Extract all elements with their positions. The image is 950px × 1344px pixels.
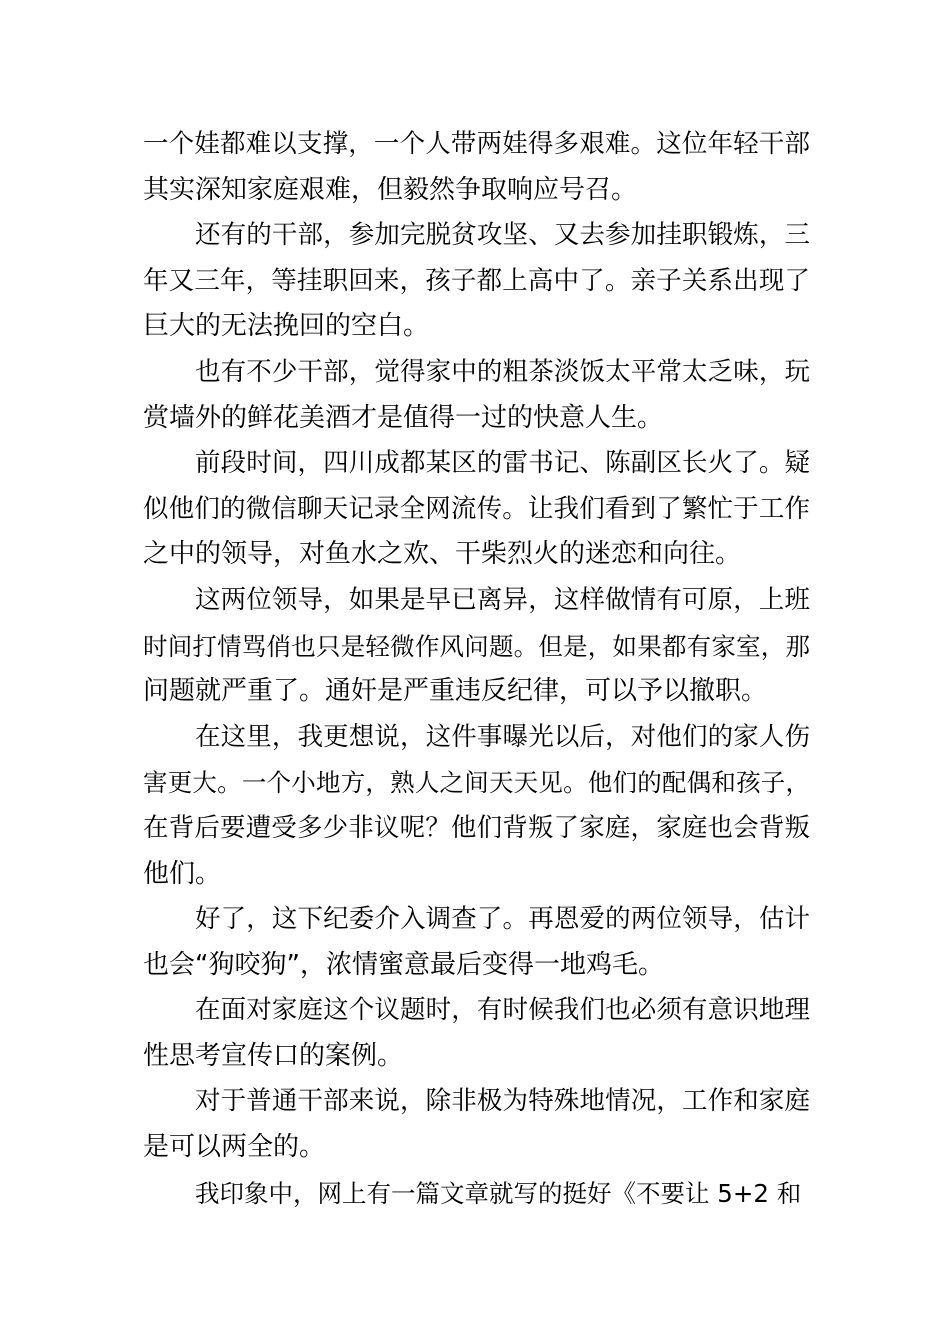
paragraph-line: 似他们的微信聊天记录全网流传。让我们看到了繁忙于工作 (143, 493, 810, 524)
paragraph (143, 213, 810, 350)
paragraph-line: 是可以两全的。 (143, 1132, 326, 1163)
paragraph (143, 578, 810, 715)
paragraph-line: 在面对家庭这个议题时，有时候我们也必须有意识地理 (195, 995, 810, 1026)
paragraph-line: 其实深知家庭艰难，但毅然争取响应号召。 (143, 174, 638, 205)
paragraph-line: 之中的领导，对鱼水之欢、干柴烈火的迷恋和向往。 (143, 539, 742, 570)
paragraph-line: 赏墙外的鲜花美酒才是值得一过的快意人生。 (143, 402, 664, 433)
paragraph (143, 1171, 810, 1217)
paragraph-line: 在这里，我更想说，这件事曝光以后，对他们的家人伤 (195, 721, 810, 752)
paragraph-line: 也会“狗咬狗”，浓情蜜意最后变得一地鸡毛。 (143, 949, 664, 980)
paragraph-line: 他们。 (143, 858, 222, 889)
paragraph-line: 对于普通干部来说，除非极为特殊地情况，工作和家庭 (195, 1086, 810, 1117)
paragraph-line: 时间打情骂俏也只是轻微作风问题。但是，如果都有家室，那 (143, 631, 810, 661)
paragraph-line: 我印象中，网上有一篇文章就写的挺好《不要让 5+2 和 (195, 1178, 802, 1208)
paragraph-line: 年又三年，等挂职回来，孩子都上高中了。亲子关系出现了 (143, 265, 810, 296)
paragraph (143, 122, 810, 213)
paragraph (143, 1079, 810, 1170)
paragraph-line: 好了，这下纪委介入调查了。再恩爱的两位领导，估计 (195, 904, 810, 935)
paragraph (143, 350, 810, 441)
paragraph-line: 这两位领导，如果是早已离异，这样做情有可原，上班 (195, 584, 810, 615)
paragraph-line: 巨大的无法挽回的空白。 (143, 311, 430, 342)
paragraph-line: 害更大。一个小地方，熟人之间天天见。他们的配偶和孩子， (143, 768, 810, 798)
paragraph (143, 441, 810, 578)
paragraph-line: 前段时间，四川成都某区的雷书记、陈副区长火了。疑 (195, 448, 810, 479)
paragraph (143, 988, 810, 1079)
paragraph-line: 性思考宣传口的案例。 (143, 1040, 404, 1071)
paragraph (143, 715, 810, 897)
document-body (143, 122, 810, 1216)
paragraph-line: 在背后要遭受多少非议呢？他们背叛了家庭，家庭也会背叛 (143, 812, 810, 843)
paragraph (143, 897, 810, 988)
paragraph-line: 也有不少干部，觉得家中的粗茶淡饭太平常太乏味，玩 (195, 356, 810, 387)
paragraph-line: 问题就严重了。通奸是严重违反纪律，可以予以撤职。 (143, 676, 768, 707)
paragraph-line: 一个娃都难以支撑，一个人带两娃得多艰难。这位年轻干部 (143, 129, 810, 159)
paragraph-line: 还有的干部，参加完脱贫攻坚、又去参加挂职锻炼，三 (195, 220, 810, 251)
